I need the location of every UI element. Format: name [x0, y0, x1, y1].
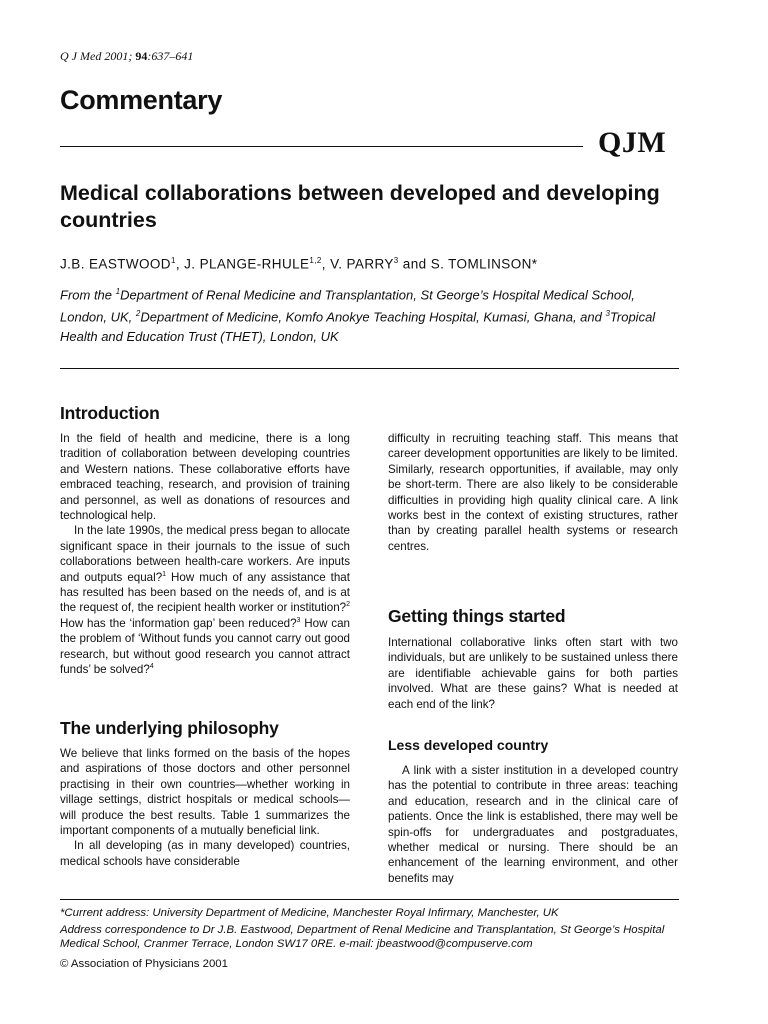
citation-year: 2001; [104, 49, 133, 63]
journal-citation [60, 49, 193, 64]
author-name: J.B. EASTWOOD [60, 256, 171, 272]
article-title: Medical collaborations between developed and developing countries [60, 181, 660, 232]
paragraph: A link with a sister institution in a developed country has the potential to contribute in three areas: teaching and education, research and in the clinical care of patients. Once the link is established, there may well be spin-offs for undergraduates and postgraduates, whether medical or nursing. There should be an enhancement of the learning environment, and other benefits may [388, 764, 678, 885]
reference-marker: 3 [296, 617, 301, 625]
heading-introduction: Introduction [60, 403, 160, 423]
reference-marker: 1 [162, 570, 167, 578]
paragraph-text: How much of any assistance that has resulted has been based on the needs of, and is at the request of, the recipient health worker or institution? [60, 570, 350, 615]
correspondence-note: Address correspondence to Dr J.B. Eastwood, Department of Renal Medicine and Transplantation, St George’s Hospital Medical School, Cranmer Terrace, London SW17 0RE. e-mail: jbeastwood@compuserve.com [60, 924, 665, 950]
author-separator: and [398, 256, 431, 272]
paragraph: We believe that links formed on the basis of the hopes and aspirations of those doctors and other personnel practising in their own countries—whether working in village settings, district hospitals or medical schools—will produce the best results. Table 1 summarizes the important components of a mutually beneficial link. [60, 747, 350, 838]
getting-started-body [388, 635, 678, 712]
footer-divider [60, 899, 679, 900]
less-developed-body [388, 763, 678, 886]
heading-less-developed: Less developed country [388, 737, 549, 753]
title-divider [60, 368, 679, 369]
affiliation-marker: 1 [115, 287, 121, 296]
section-label: Commentary [60, 85, 223, 115]
author-separator: , [321, 256, 331, 272]
affiliation-prefix: From the [60, 287, 116, 303]
paragraph: In the field of health and medicine, there is a long tradition of collaboration between developing countries and Western nations. These collaborative efforts have embraced teaching, research, and provision of training and personnel, as well as donations of resources and technological help. [60, 432, 350, 523]
paragraph-text: In the late 1990s, the medical press began to allocate significant space in their journals to the issue of such collaborations between health-care workers. Are inputs and outputs equal? [60, 524, 350, 584]
author-separator: , [175, 256, 185, 272]
paragraph: International collaborative links often start with two individuals, but are unlikely to be sustained unless there are identifiable achievable gains for both parties involved. What are these gains? What is needed at each end of the link? [388, 636, 678, 711]
author-name: V. PARRY [330, 256, 394, 272]
journal-abbrev: Q J Med [60, 49, 102, 63]
author-list [60, 256, 537, 272]
affiliation-text: Department of Medicine, Komfo Anokye Teaching Hospital, Kumasi, Ghana, and [140, 309, 606, 325]
author-affil-marker: 1,2 [309, 256, 322, 265]
reference-marker: 2 [346, 601, 350, 609]
copyright-note: © Association of Physicians 2001 [60, 958, 228, 970]
continued-paragraph [388, 431, 678, 554]
author-name: J. PLANGE-RHULE [184, 256, 310, 272]
paragraph: difficulty in recruiting teaching staff. This means that career development opportunities are likely to be limited. Similarly, research opportunities, if available, may only be short-term. There are also likely to be considerable difficulties in providing high quality clinical care. A link works best in the context of existing structures, rather than by creating parallel health systems or research centres. [388, 432, 678, 553]
introduction-body [60, 431, 350, 678]
affiliation-marker: 2 [135, 309, 141, 319]
paragraph-text: How can the problem of ‘Without funds you cannot carry out good research, but without good research you cannot attract funds’ be solved? [60, 616, 350, 677]
affiliation-text: Tropical Health and Education Trust (THET), London, UK [60, 309, 656, 344]
affiliation-marker: 3 [605, 309, 610, 319]
author-affil-marker: 1 [170, 256, 176, 265]
paragraph: In all developing (as in many developed) countries, medical schools have considerable [60, 839, 350, 868]
journal-logo: QJM [598, 126, 667, 159]
author-name: S. TOMLINSON* [430, 256, 538, 272]
header-divider [60, 146, 583, 147]
reference-marker: 4 [149, 663, 154, 671]
author-affil-marker: 3 [393, 256, 399, 265]
heading-philosophy: The underlying philosophy [60, 718, 279, 738]
citation-pages: :637–641 [147, 49, 194, 63]
affiliation-text: Department of Renal Medicine and Transplantation, St George’s Hospital Medical School, London, UK, [60, 287, 635, 325]
citation-volume: 94 [135, 49, 148, 63]
paragraph-text: How has the ‘information gap’ been reduced? [60, 616, 297, 630]
paragraph [60, 523, 350, 677]
heading-getting-started: Getting things started [388, 606, 566, 626]
philosophy-body [60, 746, 350, 869]
affiliations [60, 282, 680, 346]
current-address-note: *Current address: University Department of Medicine, Manchester Royal Infirmary, Manchester, UK [60, 907, 559, 919]
